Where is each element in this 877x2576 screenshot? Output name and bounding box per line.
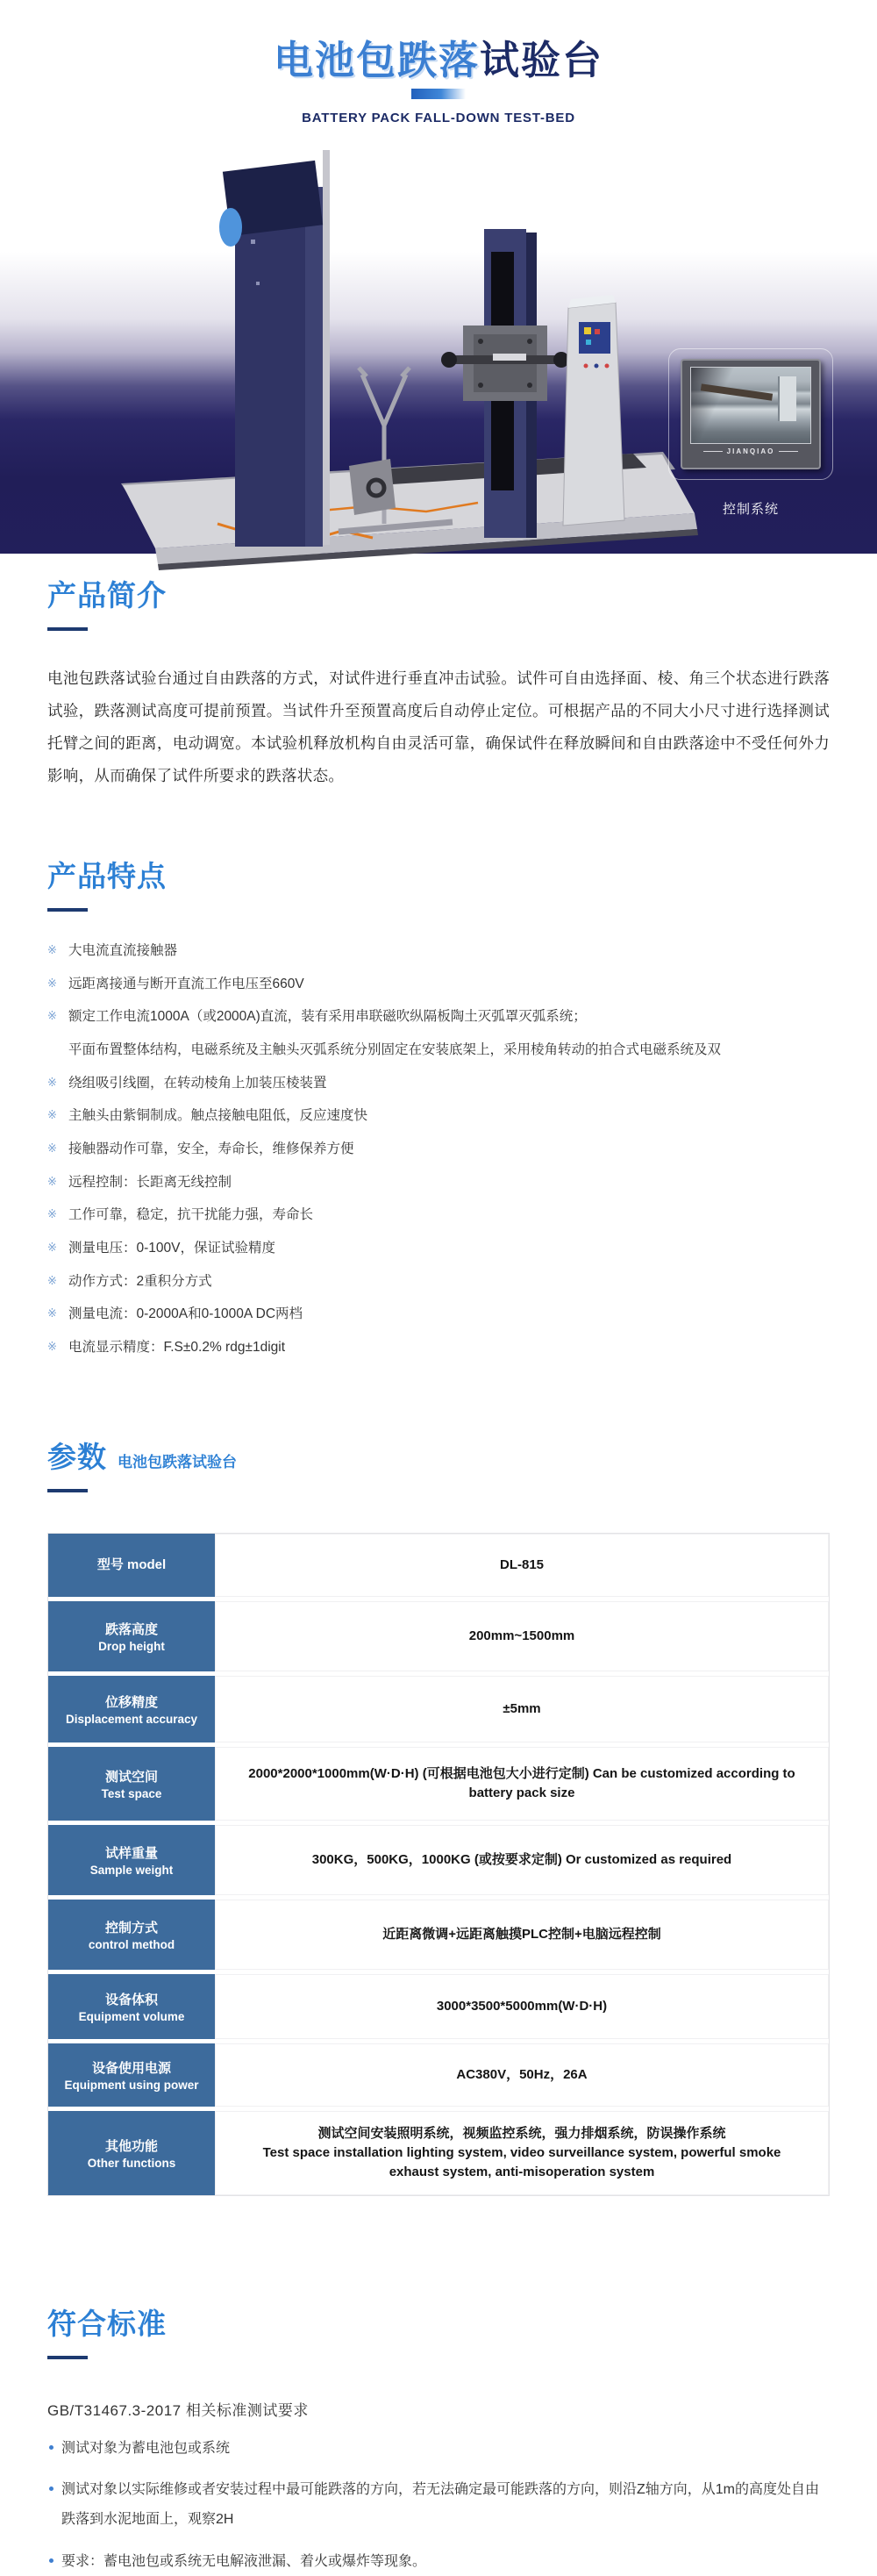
feature-item [47,1239,830,1258]
param-label-cell [48,2111,215,2195]
param-value-cell [215,1825,829,1895]
standards-item-text: 测试对象以实际维修或者安装过程中最可能跌落的方向，若无法确定最可能跌落的方向，则沿Z轴方向，从1m的高度处自由跌落到水泥地面上，观察2H [61,2482,819,2527]
param-label-en: Sample weight [90,1864,174,1877]
param-value: DL-815 [500,1556,544,1575]
feature-text: 绕组吸引线圈，在转动棱角上加装压棱装置 [68,1076,327,1091]
parameters-table [47,1533,830,2196]
param-value-cell [215,1601,829,1671]
standards-item [47,2434,830,2464]
feature-item [47,1074,830,1093]
page-title-highlight: 电池包跌落 [274,38,480,82]
section-product-features [47,854,830,1357]
feature-text: 工作可靠，稳定，抗干扰能力强，寿命长 [68,1207,313,1222]
feature-bullet-icon: ※ [47,1075,57,1091]
feature-bullet-icon: ※ [47,1240,57,1256]
feature-bullet-icon: ※ [47,976,57,991]
feature-bullet-icon: ※ [47,1206,57,1222]
hmi-monitor [681,359,821,469]
param-label-zh: 控制方式 [105,1918,158,1936]
param-label-zh: 试样重量 [105,1843,158,1862]
param-label-zh: 测试空间 [105,1767,158,1785]
param-value-en: Test space installation lighting system, video surveillance system, powerful smoke exhaust system, anti-misoperation system [239,2143,805,2182]
param-value: 近距离微调+远距离触摸PLC控制+电脑远程控制 [382,1925,661,1944]
intro-paragraph: 电池包跌落试验台通过自由跌落的方式，对试件进行垂直冲击试验。试件可自由选择面、棱、角三个状态进行跌落试验，跌落测试高度可提前预置。当试件升至预置高度后自动停止定位。可根据产品的不同大小尺寸进行选择测试托臂之间的距离，电动调宽。本试验机释放机构自由灵活可靠，确保试件在释放瞬间和自由跌落途中不受任何外力影响，从而确保了试件所要求的跌落状态。 [47,662,830,792]
param-value: 3000*3500*5000mm(W·D·H) [437,1997,607,2016]
param-label-en: Displacement accuracy [66,1713,197,1726]
feature-item [47,1173,830,1192]
feature-item [47,1305,830,1324]
heading-divider [47,908,88,912]
feature-bullet-icon: ※ [47,1273,57,1289]
feature-bullet-icon: ※ [47,1008,57,1024]
features-heading: 产品特点 [47,854,167,895]
param-value: ±5mm [503,1699,540,1719]
feature-text: 额定工作电流1000A（或2000A)直流，装有采用串联磁吹纵隔板陶土灭弧罩灭弧系统； [68,1009,587,1024]
feature-text: 测量电流：0-2000A和0-1000A DC两档 [68,1306,303,1321]
param-label-cell [48,1676,215,1742]
param-label-zh: 型号 model [97,1555,166,1573]
heading-divider [47,627,88,631]
feature-bullet-icon: ※ [47,1141,57,1156]
param-value-cell [215,1747,829,1821]
standards-intro-line: GB/T31467.3-2017 相关标准测试要求 [47,2398,830,2420]
param-label-en: control method [89,1938,175,1951]
page-title-rest: 试验台 [480,38,603,82]
param-label-cell [48,1534,215,1597]
table-row [48,1601,829,1671]
param-label-en: Other functions [88,2157,176,2170]
param-label-en: Equipment volume [79,2010,185,2023]
feature-text: 接触器动作可靠，安全，寿命长，维修保养方便 [68,1141,354,1156]
feature-text: 主触头由紫铜制成。触点接触电阻低，反应速度快 [68,1108,367,1123]
section-product-intro [47,573,830,792]
param-value: 2000*2000*1000mm(W·D·H) (可根据电池包大小进行定制) Can be customized according to battery pack size [239,1764,805,1803]
params-heading-sub: 电池包跌落试验台 [118,1449,237,1471]
table-row [48,2043,829,2107]
param-label-en: Test space [102,1787,162,1800]
feature-text: 远距离接通与断开直流工作电压至660V [68,977,304,991]
heading-divider [47,1489,88,1492]
param-label-zh: 位移精度 [105,1692,158,1711]
page-title [0,39,877,82]
feature-item [47,1272,830,1292]
standards-list [47,2434,830,2576]
feature-text: 大电流直流接触器 [68,943,177,958]
feature-bullet-icon: ※ [47,1306,57,1321]
feature-item [47,1206,830,1225]
control-panel-frame [668,348,833,480]
heading-divider [47,2356,88,2359]
feature-item [47,1106,830,1126]
feature-text: 平面布置整体结构，电磁系统及主触头灭弧系统分别固定在安装底架上，采用棱角转动的拍合式电磁系统及双 [68,1042,721,1057]
param-label-zh: 跌落高度 [105,1620,158,1638]
table-row [48,1974,829,2039]
feature-bullet-icon: ※ [47,1107,57,1123]
feature-item [47,941,830,961]
feature-text: 远程控制：长距离无线控制 [68,1175,232,1190]
feature-text: 动作方式：2重积分方式 [68,1274,212,1289]
param-label-zh: 设备使用电源 [92,2058,171,2077]
page-subtitle: BATTERY PACK FALL-DOWN TEST-BED [0,111,877,125]
param-label-cell [48,1747,215,1821]
param-value-cell [215,2043,829,2107]
param-label-cell [48,1900,215,1970]
param-value-cell [215,1900,829,1970]
feature-text: 测量电压：0-100V，保证试验精度 [68,1241,275,1256]
section-parameters [47,1435,830,2196]
hmi-brand-label: JIANQIAO [690,447,811,455]
title-underline-bar [411,89,466,99]
standards-heading: 符合标准 [47,2301,167,2343]
intro-heading: 产品简介 [47,573,167,614]
table-row [48,1900,829,1970]
params-heading: 参数 [47,1435,107,1476]
param-label-cell [48,1974,215,2039]
param-label-zh: 设备体积 [105,1990,158,2008]
standards-item-text: 测试对象为蓄电池包或系统 [61,2441,230,2456]
bullet-dot-icon [49,2445,53,2450]
feature-item [47,975,830,994]
feature-item-continuation [47,1041,830,1060]
param-label-en: Drop height [98,1640,165,1653]
bullet-dot-icon [49,2558,53,2563]
param-label-cell [48,1825,215,1895]
standards-item-text: 要求：蓄电池包或系统无电解液泄漏、着火或爆炸等现象。 [61,2554,426,2569]
param-value-cell [215,1676,829,1742]
page-content [0,573,877,2576]
control-panel-label: 控制系统 [668,499,833,518]
param-label-en: Equipment using power [64,2079,198,2092]
hmi-screen-image [690,367,811,444]
standards-item [47,2547,830,2576]
param-value: 200mm~1500mm [469,1627,575,1646]
param-value-cell [215,1974,829,2039]
table-row [48,1747,829,1821]
feature-item [47,1007,830,1027]
feature-bullet-icon: ※ [47,1174,57,1190]
param-label-cell [48,2043,215,2107]
hero-banner [0,134,877,554]
page-header [0,0,877,125]
param-label-cell [48,1601,215,1671]
feature-bullet-icon: ※ [47,942,57,958]
section-standards [47,2301,830,2576]
param-label-zh: 其他功能 [105,2136,158,2155]
feature-item [47,1140,830,1159]
standards-item [47,2475,830,2534]
table-row [48,1534,829,1597]
param-value: 测试空间安装照明系统，视频监控系统，强力排烟系统，防误操作系统 [317,2124,725,2143]
feature-list [47,941,830,1357]
table-row [48,1825,829,1895]
param-value-cell [215,1534,829,1597]
control-panel-figure [668,348,833,518]
param-value: AC380V，50Hz，26A [456,2065,587,2085]
table-row [48,2111,829,2195]
param-value: 300KG，500KG，1000KG (或按要求定制) Or customized as required [312,1850,731,1870]
param-value-cell [215,2111,829,2195]
feature-item [47,1338,830,1357]
feature-text: 电流显示精度：F.S±0.2% rdg±1digit [68,1340,285,1355]
table-row [48,1676,829,1742]
feature-bullet-icon: ※ [47,1339,57,1355]
bullet-dot-icon [49,2487,53,2491]
